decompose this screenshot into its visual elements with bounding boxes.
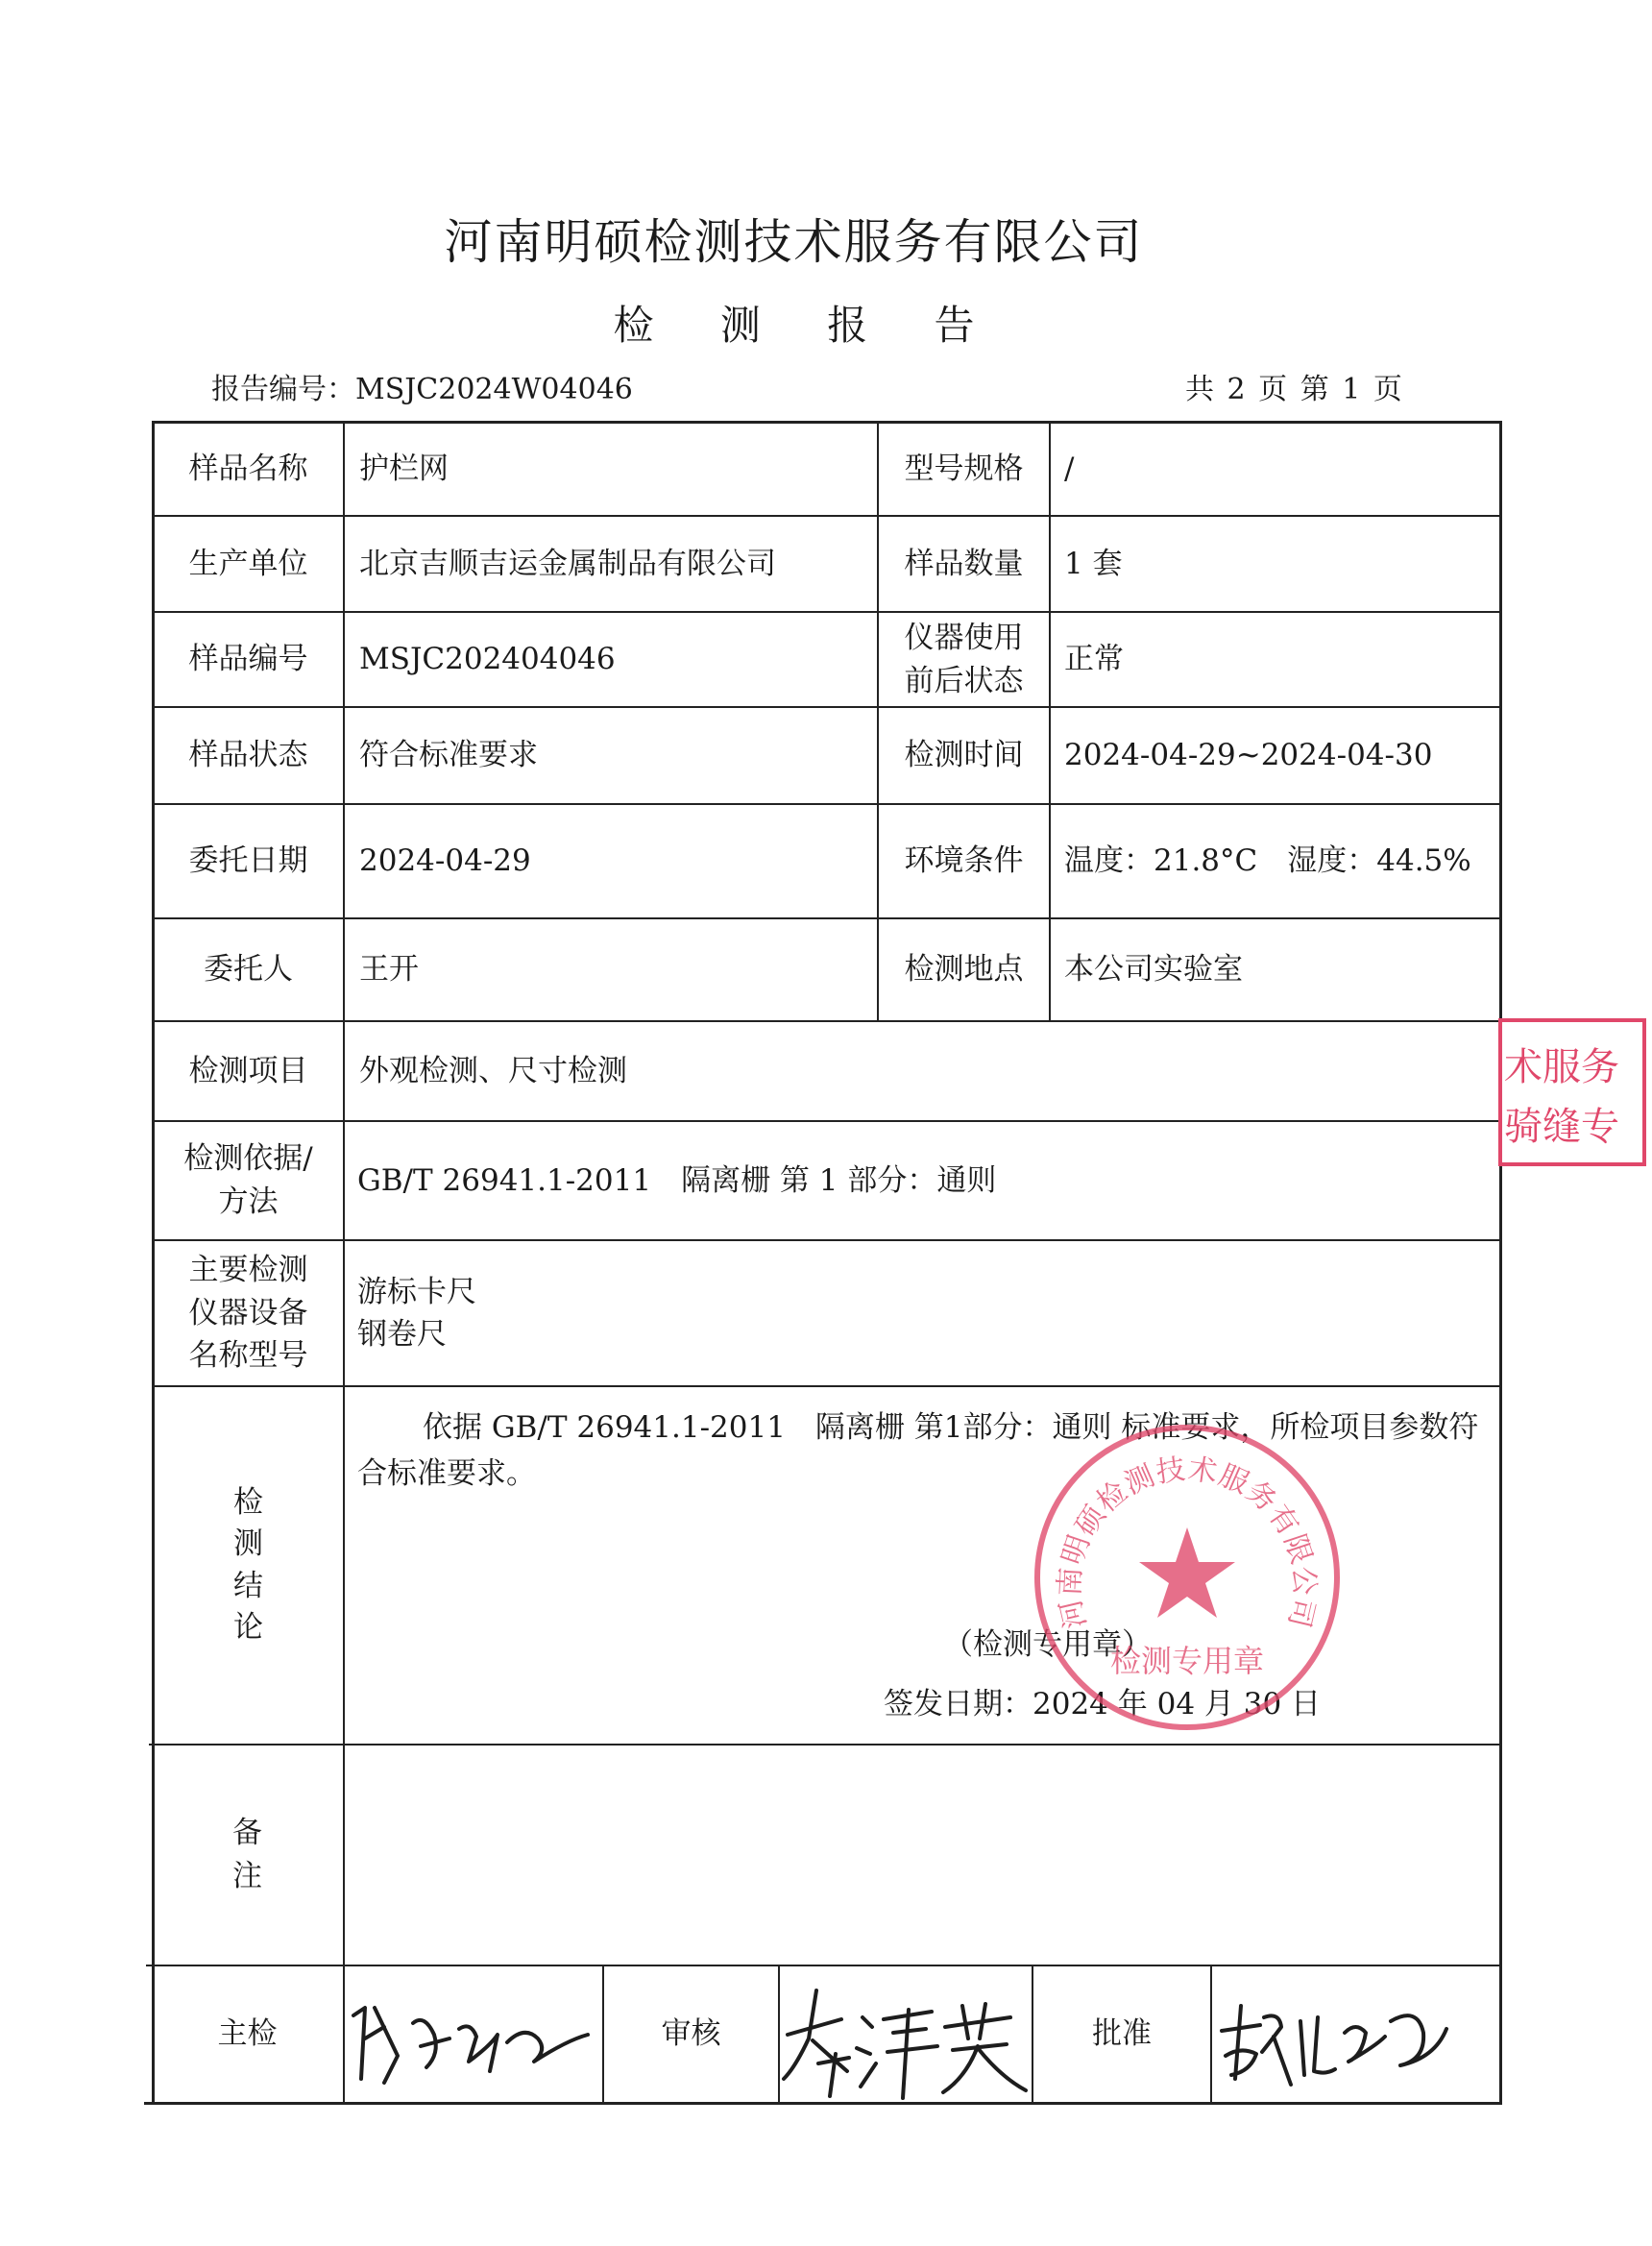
entrust-date-value: 2024-04-29 (359, 843, 531, 879)
conclusion-label-char: 论 (233, 1609, 263, 1645)
middle-column-divider (1049, 421, 1051, 1020)
basis-label (154, 1122, 343, 1239)
sample-state-label: 样品状态 (188, 738, 308, 773)
page-info: 共 2 页 第 1 页 (1185, 373, 1404, 406)
model-value: / (1064, 451, 1075, 486)
manufacturer-label: 生产单位 (188, 546, 308, 581)
table-border-bottom (144, 2102, 1502, 2105)
report-title: 检 测 报 告 (613, 302, 1002, 349)
equipment-label-line: 名称型号 (188, 1338, 308, 1374)
remarks-label-char: 注 (232, 1859, 262, 1893)
test-time-label: 检测时间 (904, 738, 1024, 773)
basis-value: GB/T 26941.1-2011 隔离栅 第 1 部分：通则 (357, 1162, 997, 1198)
conclusion-label-char: 测 (233, 1526, 263, 1562)
remarks-label-char: 备 (232, 1816, 262, 1851)
sample-name-value: 护栏网 (359, 451, 449, 486)
label-column-divider (343, 421, 345, 2104)
stamp-note: （检测专用章） (943, 1627, 1152, 1662)
conclusion-text: 依据 GB/T 26941.1-2011 隔离栅 第1部分：通则 标准要求，所检项目参数符合标准要求。 (357, 1410, 1479, 1492)
entrust-date-label: 委托日期 (188, 843, 308, 879)
quantity-value: 1 套 (1064, 546, 1123, 581)
sample-no-value: MSJC202404046 (359, 642, 616, 677)
seal-star-icon (1139, 1527, 1235, 1618)
approver-signature (1212, 1979, 1452, 2094)
report-number (211, 365, 633, 407)
instrument-state-label-line: 前后状态 (904, 663, 1024, 698)
row-divider (152, 1385, 1502, 1387)
edge-seal-text: 骑缝专 (1504, 1105, 1619, 1149)
client-label: 委托人 (204, 952, 293, 988)
equipment-label (154, 1241, 343, 1385)
environment-value: 温度：21.8°C 湿度：44.5% (1064, 843, 1471, 879)
equipment-label-line: 主要检测 (188, 1252, 308, 1287)
environment-label: 环境条件 (904, 843, 1024, 879)
instrument-state-value: 正常 (1064, 642, 1124, 677)
client-value: 王开 (359, 952, 419, 988)
instrument-state-label-line: 仪器使用 (904, 620, 1024, 655)
test-time-value: 2024-04-29~2024-04-30 (1064, 738, 1433, 773)
equipment-item: 钢卷尺 (357, 1317, 447, 1352)
equipment-item: 游标卡尺 (357, 1274, 476, 1309)
reviewer-signature (780, 1971, 1032, 2102)
report-number-label: 报告编号： (211, 373, 355, 406)
reviewer-label: 审核 (661, 2016, 721, 2052)
remarks-label (152, 1746, 343, 1965)
instrument-state-label (879, 613, 1049, 706)
model-label: 型号规格 (904, 451, 1024, 486)
test-place-label: 检测地点 (904, 952, 1024, 988)
test-items-label: 检测项目 (188, 1053, 308, 1088)
equipment-value (357, 1241, 1481, 1385)
edge-seal-text: 术服务 (1504, 1045, 1619, 1089)
seal-subtext: 检测专用章 (1109, 1643, 1265, 1679)
seal-text: 河南明硕检测技术服务有限公司 (1053, 1452, 1322, 1632)
edge-seal (1498, 1016, 1619, 1170)
conclusion-label (154, 1387, 343, 1744)
sample-no-label: 样品编号 (188, 642, 308, 677)
company-seal (1030, 1420, 1345, 1735)
approver-label: 批准 (1092, 2016, 1152, 2052)
conclusion-label-char: 检 (233, 1484, 263, 1520)
remarks-value (357, 1746, 1481, 1965)
conclusion-label-char: 结 (233, 1568, 263, 1603)
basis-label-line: 方法 (218, 1184, 279, 1219)
manufacturer-value: 北京吉顺吉运金属制品有限公司 (359, 546, 776, 581)
test-place-value: 本公司实验室 (1064, 952, 1243, 988)
row-divider (146, 1965, 1502, 1966)
table-border-right (1499, 421, 1502, 2104)
test-items-value: 外观检测、尺寸检测 (359, 1053, 627, 1088)
sample-name-label: 样品名称 (188, 451, 308, 486)
company-name: 河南明硕检测技术服务有限公司 (444, 214, 1144, 270)
inspector-label: 主检 (217, 2016, 278, 2052)
report-number-value: MSJC2024W04046 (355, 373, 633, 406)
issue-date: 签发日期：2024 年 04 月 30 日 (884, 1687, 1322, 1721)
basis-label-line: 检测依据/ (183, 1141, 313, 1177)
quantity-label: 样品数量 (904, 546, 1024, 581)
inspector-signature (346, 1979, 595, 2094)
equipment-label-line: 仪器设备 (188, 1295, 308, 1331)
sample-state-value: 符合标准要求 (359, 738, 538, 773)
